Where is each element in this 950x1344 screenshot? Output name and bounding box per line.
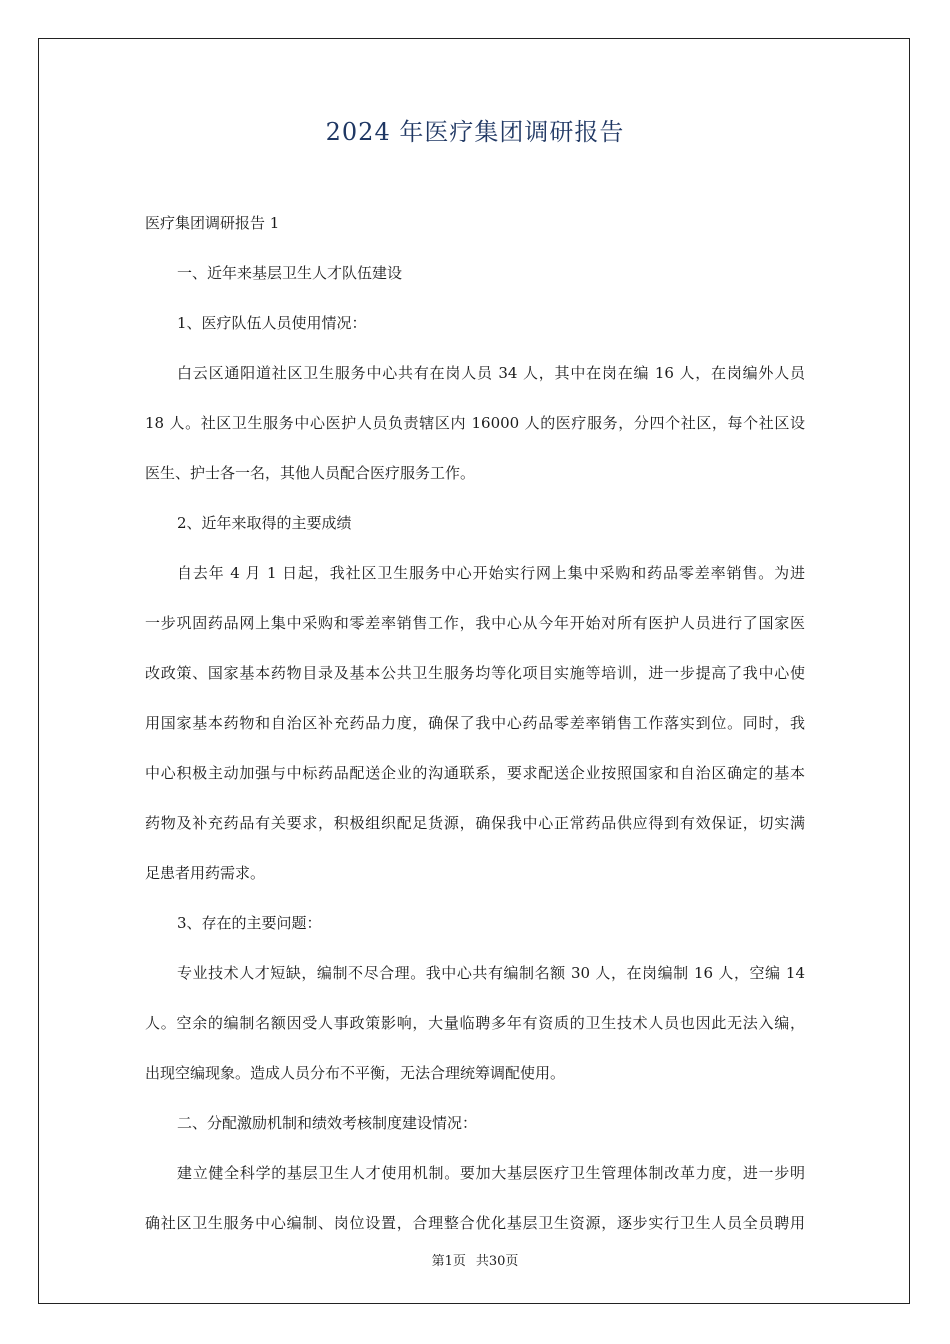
paragraph-line: 出现空编现象。造成人员分布不平衡，无法合理统筹调配使用。 [145,1064,566,1082]
chapter-heading: 一、近年来基层卫生人才队伍建设 [177,264,403,282]
paragraph-line: 足患者用药需求。 [145,864,266,882]
page-footer [0,1250,950,1269]
section-heading: 医疗集团调研报告 1 [145,214,280,232]
paragraph-line: 白云区通阳道社区卫生服务中心共有在岗人员 34 人，其中在岗在编 16 人，在岗编外人员 [177,364,805,382]
page-total: 共30页 [475,1254,519,1269]
subsection-heading: 1、医疗队伍人员使用情况： [177,314,367,332]
paragraph-line: 药物及补充药品有关要求，积极组织配足货源，确保我中心正常药品供应得到有效保证，切实满 [145,814,805,832]
paragraph-line: 中心积极主动加强与中标药品配送企业的沟通联系，要求配送企业按照国家和自治区确定的基本 [145,764,805,782]
paragraph-line: 改政策、国家基本药物目录及基本公共卫生服务均等化项目实施等培训，进一步提高了我中心使 [145,664,805,682]
subsection-heading: 3、存在的主要问题： [177,914,322,932]
paragraph-line: 人。空余的编制名额因受人事政策影响，大量临聘多年有资质的卫生技术人员也因此无法入编， [145,1014,805,1032]
paragraph-line: 确社区卫生服务中心编制、岗位设置，合理整合优化基层卫生资源，逐步实行卫生人员全员聘用 [145,1214,805,1232]
chapter-heading: 二、分配激励机制和绩效考核制度建设情况： [177,1114,478,1132]
subsection-heading: 2、近年来取得的主要成绩 [177,514,352,532]
paragraph-line: 医生、护士各一名，其他人员配合医疗服务工作。 [145,464,476,482]
document-body [145,198,805,1248]
paragraph-line: 18 人。社区卫生服务中心医护人员负责辖区内 16000 人的医疗服务，分四个社区，每个社区设 [145,414,805,432]
paragraph-line: 建立健全科学的基层卫生人才使用机制。要加大基层医疗卫生管理体制改革力度，进一步明 [177,1164,805,1182]
paragraph-line: 专业技术人才短缺，编制不尽合理。我中心共有编制名额 30 人，在岗编制 16 人，空编 14 [177,964,805,982]
document-title: 2024 年医疗集团调研报告 [325,118,625,146]
paragraph-line: 一步巩固药品网上集中采购和零差率销售工作，我中心从今年开始对所有医护人员进行了国家医 [145,614,805,632]
page-number: 第1页 [431,1254,466,1269]
paragraph-line: 用国家基本药物和自治区补充药品力度，确保了我中心药品零差率销售工作落实到位。同时，我 [145,714,805,732]
paragraph-line: 自去年 4 月 1 日起，我社区卫生服务中心开始实行网上集中采购和药品零差率销售。为进 [177,564,805,582]
